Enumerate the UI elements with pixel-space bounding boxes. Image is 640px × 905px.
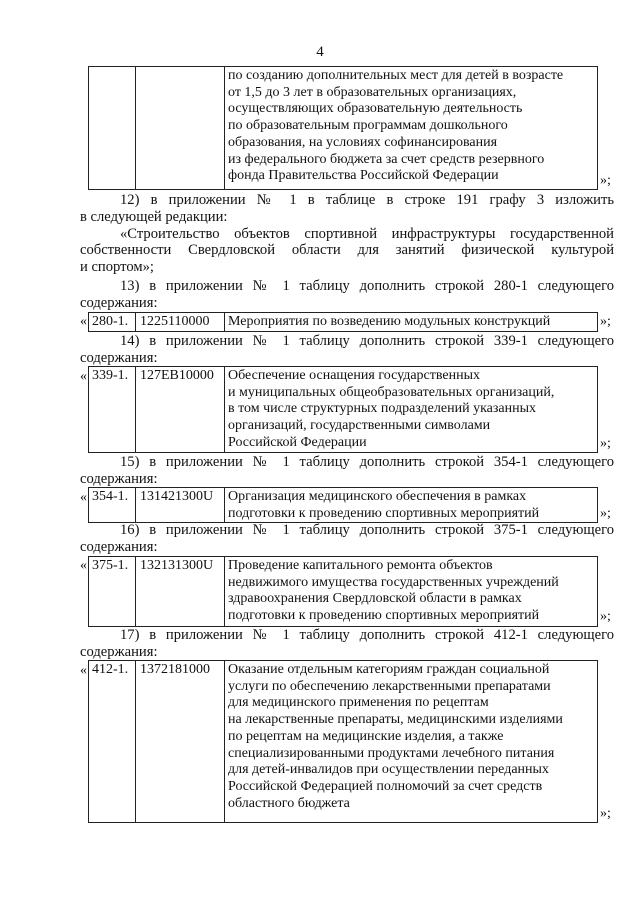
item-12-line: в следующей редакции: xyxy=(80,208,228,225)
text-line: от 1,5 до 3 лет в образовательных организациях, xyxy=(228,84,517,100)
text-line: фонда Правительства Российской Федерации xyxy=(228,168,499,184)
closing-quote: »; xyxy=(600,436,611,451)
table-row-354-1 xyxy=(88,487,598,523)
row-code: 131421300U xyxy=(140,489,214,504)
item-13-paragraph xyxy=(80,278,614,312)
table-row-280-1 xyxy=(88,312,598,332)
text-line: Российской Федерации xyxy=(228,434,367,450)
text-line: Мероприятия по возведению модульных конструкций xyxy=(228,314,551,329)
opening-quote: « xyxy=(80,490,87,505)
text-line: из федерального бюджета за счет средств резервного xyxy=(228,151,545,167)
text-line: областного бюджета xyxy=(228,795,350,811)
opening-quote: « xyxy=(80,314,87,329)
text-line: по рецептам на медицинские изделия, а также xyxy=(228,728,504,744)
opening-quote: « xyxy=(80,369,87,384)
text-line: подготовки к проведению спортивных мероприятий xyxy=(228,608,540,624)
text-line: для медицинского применения по рецептам xyxy=(228,695,489,711)
row-number: 412-1. xyxy=(92,662,129,677)
item-12-line: и спортом»; xyxy=(80,259,154,276)
item-16-line: содержания: xyxy=(80,538,158,555)
item-15-line: 15) в приложении № 1 таблицу дополнить строкой 354-1 следующего xyxy=(120,454,614,470)
text-line: подготовки к проведению спортивных мероприятий xyxy=(228,505,540,521)
item-13-line: содержания: xyxy=(80,294,158,311)
text-line: здравоохранения Свердловской области в рамках xyxy=(228,591,522,607)
item-15-line: содержания: xyxy=(80,470,158,487)
item-14-line: 14) в приложении № 1 таблицу дополнить строкой 339-1 следующего xyxy=(120,333,614,349)
item-17-line: 17) в приложении № 1 таблицу дополнить строкой 412-1 следующего xyxy=(120,627,614,643)
row-text xyxy=(228,68,593,185)
item-17-paragraph xyxy=(80,627,614,661)
opening-quote: « xyxy=(80,558,87,573)
text-line: образования, на условиях софинансирования xyxy=(228,134,498,150)
item-13-line: 13) в приложении № 1 таблицу дополнить строкой 280-1 следующего xyxy=(120,278,614,294)
text-line: организаций, государственными символами xyxy=(228,418,491,434)
text-line: специализированными продуктами лечебного питания xyxy=(228,745,555,761)
item-12-line: собственности Свердловской области для занятий физической культурой xyxy=(80,242,614,259)
item-14-line: содержания: xyxy=(80,349,158,366)
item-15-paragraph xyxy=(80,454,614,488)
text-line: Оказание отдельным категориям граждан социальной xyxy=(228,662,550,677)
text-line: осуществляющих образовательную деятельность xyxy=(228,101,523,117)
row-text xyxy=(228,368,593,452)
opening-quote: « xyxy=(80,663,87,678)
text-line: Обеспечение оснащения государственных xyxy=(228,368,481,383)
text-line: на лекарственные препараты, медицинскими изделиями xyxy=(228,712,563,728)
item-12-line: 12) в приложении № 1 в таблице в строке 191 графу 3 изложить xyxy=(120,192,614,208)
text-line: Организация медицинского обеспечения в рамках xyxy=(228,489,527,504)
text-line: по образовательным программам дошкольного xyxy=(228,118,508,134)
table-row-375-1 xyxy=(88,556,598,627)
row-number: 354-1. xyxy=(92,489,129,504)
item-17-line: содержания: xyxy=(80,643,158,660)
row-text xyxy=(228,558,593,625)
row-code: 132131300U xyxy=(140,558,214,573)
row-number: 280-1. xyxy=(92,314,129,329)
text-line: по созданию дополнительных мест для детей в возрасте xyxy=(228,68,564,83)
text-line: недвижимого имущества государственных учреждений xyxy=(228,574,559,590)
table-row-339-1 xyxy=(88,366,598,453)
row-text xyxy=(228,662,593,812)
closing-quote: »; xyxy=(600,609,611,624)
text-line: услуги по обеспечению лекарственными препаратами xyxy=(228,678,551,694)
row-number: 375-1. xyxy=(92,558,129,573)
item-16-line: 16) в приложении № 1 таблицу дополнить строкой 375-1 следующего xyxy=(120,522,614,538)
page-number: 4 xyxy=(316,44,324,60)
text-line: для детей-инвалидов при осуществлении переданных xyxy=(228,762,549,778)
item-12-line: «Строительство объектов спортивной инфраструктуры государственной xyxy=(120,225,614,242)
closing-quote: »; xyxy=(600,173,611,188)
row-text xyxy=(228,314,593,331)
row-code: 127ЕВ10000 xyxy=(140,368,214,383)
text-line: Российской Федерацией полномочий за счет средств xyxy=(228,778,543,794)
item-14-paragraph xyxy=(80,333,614,367)
closing-quote: »; xyxy=(600,506,611,521)
row-text xyxy=(228,489,593,522)
row-number: 339-1. xyxy=(92,368,129,383)
table-row-412-1 xyxy=(88,660,598,823)
text-line: в том числе структурных подразделений указанных xyxy=(228,401,537,417)
closing-quote: »; xyxy=(600,314,611,329)
closing-quote: »; xyxy=(600,806,611,821)
text-line: Проведение капитального ремонта объектов xyxy=(228,558,493,573)
row-code: 1372181000 xyxy=(140,662,210,677)
row-code: 1225110000 xyxy=(140,314,210,329)
table-continuation xyxy=(88,66,598,190)
item-16-paragraph xyxy=(80,522,614,556)
item-12-paragraph xyxy=(80,192,614,276)
text-line: и муниципальных общеобразовательных организаций, xyxy=(228,384,555,400)
